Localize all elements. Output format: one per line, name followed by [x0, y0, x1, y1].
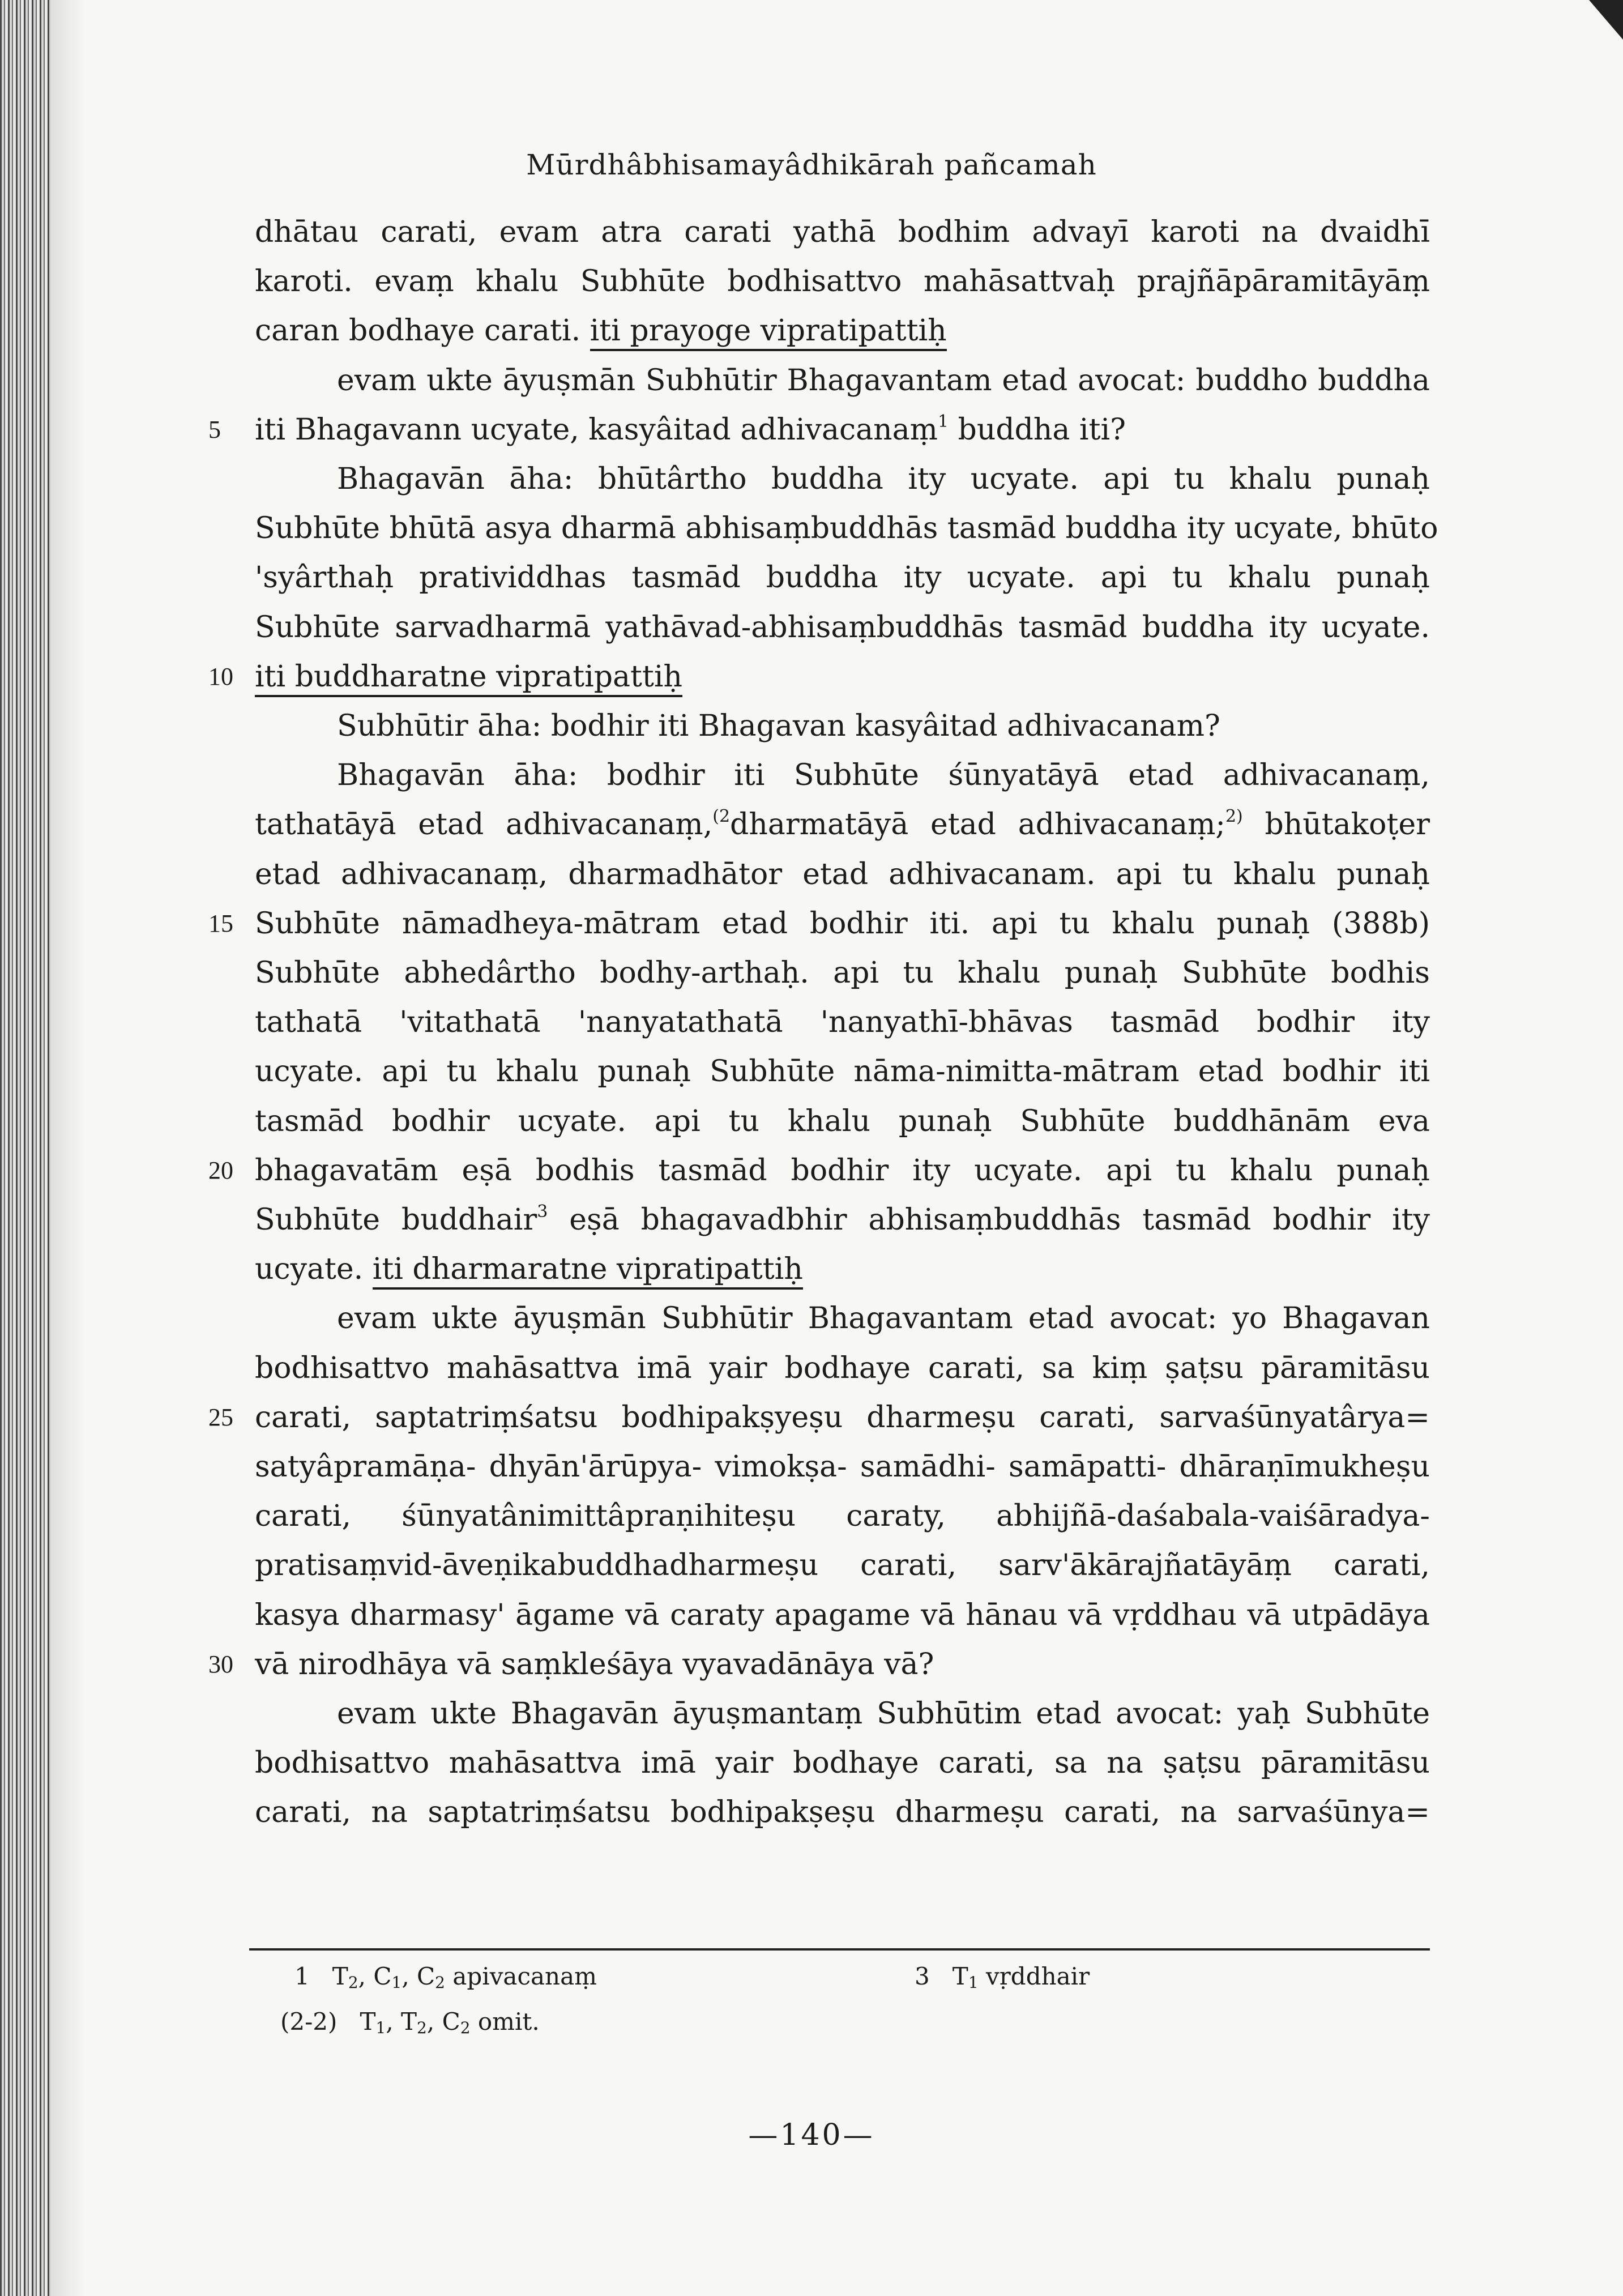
line-text: evam ukte Bhagavān āyuṣmantaṃ Subhūtim etad avocat: yaḥ Subhūte — [337, 1697, 1430, 1731]
line-number: 10 — [208, 663, 233, 690]
text-line — [255, 654, 1430, 699]
line-text: carati, saptatriṃśatsu bodhipakṣyeṣu dharmeṣu carati, sarvaśūnyatârya= — [255, 1401, 1430, 1435]
text-line — [255, 407, 1430, 453]
line-text: carati, śūnyatânimittâpraṇihiteṣu caraty, abhijñā-daśabala-vaiśāradya- — [255, 1499, 1430, 1533]
text-line — [255, 1346, 1430, 1391]
line-text: bhagavatām eṣā bodhis tasmād bodhir ity ucyate. api tu khalu punaḥ — [255, 1154, 1430, 1188]
line-number: 30 — [208, 1650, 233, 1678]
line-text: kasya dharmasy' āgame vā caraty apagame vā hānau vā vṛddhau vā utpādāya — [255, 1598, 1430, 1632]
line-text: pratisaṃvid-āveṇikabuddhadharmeṣu carati, sarv'ākārajñatāyāṃ carati, — [255, 1548, 1430, 1582]
text-line — [255, 1099, 1430, 1144]
line-number: 20 — [208, 1156, 233, 1184]
text-line — [255, 1395, 1430, 1440]
line-text: carati, na saptatriṃśatsu bodhipakṣeṣu dharmeṣu carati, na sarvaśūnya= — [255, 1795, 1430, 1829]
text-line — [255, 852, 1430, 897]
binding-shadow — [51, 0, 85, 2296]
line-text: satyâpramāṇa- dhyān'ārūpya- vimokṣa- samādhi- samāpatti- dhāraṇīmukheṣu — [255, 1450, 1430, 1484]
line-text: dharmatāyā etad adhivacanaṃ; — [730, 808, 1225, 842]
line-text: bhūtakoṭer — [1242, 808, 1430, 842]
text-line — [337, 1691, 1430, 1736]
text-line — [255, 259, 1430, 304]
line-text: Bhagavān āha: bodhir iti Subhūte śūnyatāyā etad adhivacanaṃ, — [337, 758, 1430, 792]
line-text: karoti. evaṃ khalu Subhūte bodhisattvo mahāsattvaḥ prajñāpāramitāyāṃ — [255, 264, 1430, 298]
line-number: 15 — [208, 910, 233, 937]
footnote-ref: (2 — [712, 806, 731, 826]
line-text: eṣā bhagavadbhir abhisaṃbuddhās tasmād bodhir ity — [548, 1203, 1430, 1237]
text-line — [255, 1444, 1430, 1490]
line-text: Bhagavān āha: bhūtârtho buddha ity ucyate. api tu khalu punaḥ — [337, 462, 1430, 496]
line-number: 5 — [208, 416, 221, 443]
footnote-2: (2-2) $T_1$, $T_2$, $C_2$ omit. — [280, 2008, 540, 2037]
text-line — [337, 358, 1430, 403]
line-text: buddha iti? — [949, 413, 1126, 447]
text-line — [255, 210, 1430, 255]
footnote-3: 3 $T_1$ vṛddhair — [915, 1962, 1090, 1992]
text-line — [255, 802, 1430, 847]
line-text: Subhūte sarvadharmā yathāvad-abhisaṃbuddhās tasmād buddha ity ucyate. — [255, 611, 1430, 645]
underlined-heading: iti buddharatne vipratipattiḥ — [255, 660, 682, 697]
text-line — [255, 901, 1430, 946]
line-text: evam ukte āyuṣmān Subhūtir Bhagavantam etad avocat: buddho buddha — [337, 364, 1430, 398]
line-text: caran bodhaye carati. — [255, 314, 590, 348]
text-line — [255, 555, 1430, 600]
text-line — [337, 456, 1430, 502]
underlined-heading: iti prayoge vipratipattiḥ — [590, 314, 947, 351]
line-number: 25 — [208, 1403, 233, 1431]
line-text: Subhūte bhūtā asya dharmā abhisaṃbuddhās tasmād buddha ity ucyate, bhūto — [255, 511, 1438, 545]
line-text: Subhūte buddhair — [255, 1203, 537, 1237]
line-text: 'syârthaḥ pratividdhas tasmād buddha ity ucyate. api tu khalu punaḥ — [255, 561, 1430, 595]
text-line — [255, 1247, 1430, 1292]
footnote-rule — [249, 1948, 1430, 1951]
text-line — [337, 1296, 1430, 1341]
line-text: etad adhivacanaṃ, dharmadhātor etad adhivacanam. api tu khalu punaḥ — [255, 857, 1430, 891]
line-text: bodhisattvo mahāsattva imā yair bodhaye carati, sa na ṣaṭsu pāramitāsu — [255, 1746, 1430, 1780]
line-text: dhātau carati, evam atra carati yathā bodhim advayī karoti na dvaidhī — [255, 215, 1430, 249]
text-line — [255, 1197, 1430, 1243]
text-line — [255, 1000, 1430, 1045]
line-text: iti Bhagavann ucyate, kasyâitad adhivacanaṃ — [255, 413, 938, 447]
page-number: —140— — [748, 2118, 875, 2152]
line-text: ucyate. — [255, 1252, 373, 1286]
underlined-heading: iti dharmaratne vipratipattiḥ — [373, 1252, 803, 1290]
text-line — [255, 950, 1430, 996]
footnote-1: 1 $T_2$, $C_1$, $C_2$ apivacanaṃ — [294, 1962, 597, 1992]
text-line — [255, 506, 1438, 551]
line-text: tathatāyā etad adhivacanaṃ, — [255, 808, 713, 842]
corner-mark — [1589, 0, 1623, 40]
running-header: Mūrdhâbhisamayâdhikārah pañcamah — [526, 148, 1097, 181]
text-line — [255, 1593, 1430, 1638]
line-text: bodhisattvo mahāsattva imā yair bodhaye carati, sa kiṃ ṣaṭsu pāramitāsu — [255, 1351, 1430, 1385]
line-text: ucyate. api tu khalu punaḥ Subhūte nāma-nimitta-mātram etad bodhir iti — [255, 1055, 1430, 1089]
line-text: Subhūtir āha: bodhir iti Bhagavan kasyâitad adhivacanam? — [337, 709, 1220, 743]
text-line — [255, 1148, 1430, 1193]
line-text: Subhūte nāmadheya-mātram etad bodhir iti. api tu khalu punaḥ (388b) — [255, 907, 1430, 941]
text-line — [255, 1790, 1430, 1835]
text-line — [255, 1049, 1430, 1094]
text-line — [255, 308, 1430, 353]
footnote-ref: 3 — [537, 1202, 548, 1222]
line-text: tasmād bodhir ucyate. api tu khalu punaḥ Subhūte buddhānām eva — [255, 1104, 1430, 1138]
text-line — [337, 753, 1430, 798]
footnote-ref: 1 — [937, 412, 949, 432]
text-line — [255, 1642, 1430, 1687]
text-line — [255, 605, 1430, 650]
line-text: evam ukte āyuṣmān Subhūtir Bhagavantam etad avocat: yo Bhagavan — [337, 1301, 1430, 1335]
text-line — [255, 1543, 1430, 1588]
line-text: Subhūte abhedârtho bodhy-arthaḥ. api tu khalu punaḥ Subhūte bodhis — [255, 956, 1430, 990]
footnote-ref: 2) — [1225, 806, 1243, 826]
text-line — [337, 703, 1430, 749]
binding-edge — [0, 0, 51, 2296]
text-line — [255, 1740, 1430, 1786]
text-line — [255, 1493, 1430, 1539]
line-text: vā nirodhāya vā saṃkleśāya vyavadānāya vā? — [255, 1648, 934, 1682]
line-text: tathatā 'vitathatā 'nanyatathatā 'nanyathī-bhāvas tasmād bodhir ity — [255, 1005, 1430, 1039]
